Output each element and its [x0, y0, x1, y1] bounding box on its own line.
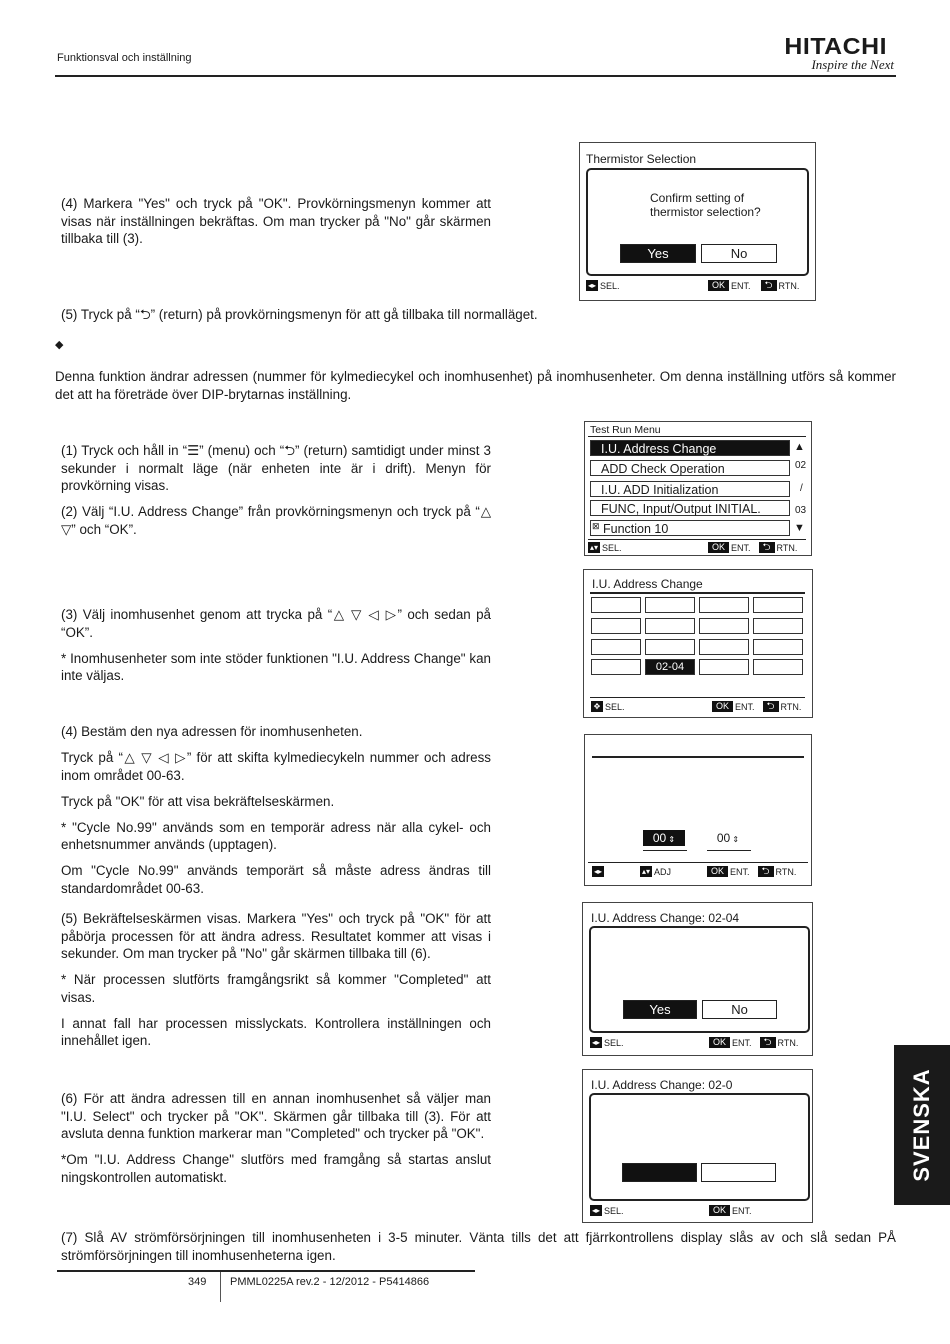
page-current: 02	[795, 460, 807, 471]
up-down-icon: ▴▾	[641, 867, 651, 876]
cycle-number-value: 00	[652, 831, 667, 845]
step-5-return: (5) Tryck på “⮌” (return) på provkörningsmenyn för att gå tillbaka till normalläget.	[61, 307, 538, 322]
yes-button[interactable]: Yes	[620, 244, 696, 263]
rtn-label: RTN.	[778, 280, 800, 291]
no-button[interactable]: No	[702, 1000, 777, 1019]
language-tab	[894, 1045, 950, 1205]
menu-item-add-init[interactable]: I.U. ADD Initialization	[590, 481, 790, 497]
return-icon: ⮌	[758, 866, 774, 877]
rtn-label: RTN.	[776, 542, 798, 553]
ent-label: ENT.	[730, 866, 750, 877]
sel-arrows-icon: ▴▾	[589, 543, 599, 552]
adj-label: ADJ	[654, 866, 672, 877]
brand-tagline: Inspire the Next	[811, 57, 894, 72]
address-change-grid-screen	[583, 569, 813, 718]
address-confirm-screen	[582, 902, 813, 1056]
return-icon: ⮌	[760, 1037, 776, 1048]
rtn-label: RTN.	[780, 701, 802, 712]
thermistor-screen	[579, 142, 816, 301]
steps-1-2: (1) Tryck och håll in “☰” (menu) och “⮌” (return) samtidigt under minst 3 sekunder i normalt läge (när enheten inte är i drift). Menyn för provkörning visas. (2) Välj “I.U. Address Change” från provkörningsmenyn och tryck på “△ ▽” och “OK”.	[61, 443, 491, 537]
ent-label: ENT.	[732, 1037, 752, 1048]
menu-item-label: Function 10	[603, 522, 669, 536]
screen-title: Thermistor Selection	[586, 152, 697, 166]
step-6: (6) För att ändra adressen till en annan inomhusenhet så väljer man "I.U. Select" och trycker på "OK". Skärmen går tillbaka till (3). För att avsluta denna funktion markerar man "Completed" och trycker på "OK". *Om "I.U. Address Change" slutförs med framgång så startas anslut ningskontrollen automatiskt.	[61, 1091, 491, 1185]
unit-cell[interactable]	[645, 639, 695, 655]
scroll-down-icon[interactable]: ▼	[794, 522, 805, 534]
dialog-message: Confirm setting of thermistor selection?	[650, 191, 761, 219]
address-result-screen	[582, 1069, 813, 1223]
screen-title: I.U. Address Change: 02-04	[591, 911, 740, 925]
scroll-up-icon[interactable]: ▲	[794, 441, 805, 453]
unit-number-value: 00	[716, 831, 731, 845]
unit-cell[interactable]	[699, 597, 749, 613]
dialog-box	[589, 1093, 810, 1201]
menu-item-address-change[interactable]: I.U. Address Change	[590, 440, 790, 456]
step-3: (3) Välj inomhusenhet genom att trycka på “△ ▽ ◁ ▷” och sedan på “OK”. * Inomhusenheter som inte stöder funktionen "I.U. Address Change" kan inte väljas.	[61, 607, 491, 683]
sel-label: SEL.	[602, 542, 622, 553]
sel-label: SEL.	[600, 280, 620, 291]
return-icon: ⮌	[761, 280, 777, 291]
step-7: (7) Slå AV strömförsörjningen till inomhusenheten i 3-5 minuter. Vänta tills det att fjärrkontrollens display slås av och slå sedan PÅ strömförsörjningen till inomhusenheterna igen.	[61, 1230, 896, 1263]
section-title: Funktionsval och inställning	[57, 52, 192, 64]
return-icon: ⮌	[763, 701, 779, 712]
step-4-thermistor: (4) Markera "Yes" och tryck på "OK". Provkörningsmenyn kommer att visas när inställningen bekräftas. Om man trycker på "No" går skärmen tillbaka till (3).	[61, 196, 491, 246]
step-4-address: (4) Bestäm den nya adressen för inomhusenheten. Tryck på “△ ▽ ◁ ▷” för att skifta kylmediecykeln nummer och adress inom området 00-63. Tryck på "OK" för att visa bekräftelseskärmen. * "Cycle No.99" används som en temporär adress när alla cykel- och enhetsnummer används (upptagen). Om "Cycle No.99" används temporärt så måste adress ändras till standardområdet 00-63.	[61, 724, 491, 896]
rtn-label: RTN.	[775, 866, 797, 877]
sel-label: SEL.	[604, 1205, 624, 1216]
header-divider	[55, 75, 896, 77]
ok-badge: OK	[708, 280, 729, 291]
menu-item-function-10[interactable]	[590, 520, 790, 536]
rtn-label: RTN.	[777, 1037, 799, 1048]
unit-cell[interactable]	[753, 618, 803, 634]
iu-select-button[interactable]	[701, 1163, 776, 1182]
intro-paragraph: Denna funktion ändrar adressen (nummer för kylmediecykel och inomhusenhet) på inomhusenheter. Om denna inställning utförs så kommer det att ha företräde över DIP-brytarnas inställning.	[55, 369, 896, 402]
footer-divider	[57, 1270, 475, 1272]
address-adjust-screen	[584, 734, 812, 886]
unit-number-field[interactable]: 00 ⇕	[716, 831, 740, 845]
test-run-menu-screen	[584, 421, 812, 556]
diamond-bullet: ◆	[55, 339, 64, 351]
unit-cell[interactable]	[753, 659, 803, 675]
unit-cell[interactable]	[591, 639, 641, 655]
yes-button[interactable]: Yes	[623, 1000, 697, 1019]
step-5-confirm: (5) Bekräftelseskärmen visas. Markera "Yes" och tryck på "OK" för att påbörja processen för att ändra adress. Resultatet kommer att visas i sekunder. Om man trycker på "No" går skärmen tillbaka till (6). * När processen slutförts framgångsrikt så kommer "Completed" att visas. I annat fall har processen misslyckats. Kontrollera inställningen och innehållet igen.	[61, 911, 491, 1048]
cycle-number-field[interactable]: 00 ⇕	[643, 830, 685, 846]
unit-cell-selected[interactable]: 02-04	[645, 659, 695, 675]
ok-badge: OK	[707, 866, 728, 877]
unit-cell[interactable]	[591, 597, 641, 613]
page-separator: /	[800, 483, 803, 494]
sel-arrows-icon: ◂▸	[591, 1038, 601, 1047]
sel-label: SEL.	[605, 701, 625, 712]
page-number: 349	[188, 1276, 207, 1288]
dialog-box	[589, 926, 810, 1033]
sel-4way-icon: ✥	[591, 701, 603, 712]
unit-cell[interactable]	[591, 618, 641, 634]
sel-label: SEL.	[604, 1037, 624, 1048]
unit-cell[interactable]	[645, 597, 695, 613]
menu-item-func-io-init[interactable]: FUNC, Input/Output INITIAL.	[590, 500, 790, 516]
ent-label: ENT.	[731, 280, 751, 291]
sel-arrows-icon: ◂▸	[587, 281, 597, 290]
no-button[interactable]: No	[701, 244, 777, 263]
completed-button[interactable]	[622, 1163, 697, 1182]
unit-cell[interactable]	[753, 639, 803, 655]
unit-cell[interactable]	[699, 618, 749, 634]
dialog-box	[586, 168, 809, 276]
unit-cell[interactable]	[591, 659, 641, 675]
left-right-icon: ◂▸	[593, 867, 603, 876]
unit-cell[interactable]	[699, 639, 749, 655]
lock-icon: ⊠	[592, 521, 600, 531]
language-tab-label: SVENSKA	[909, 1068, 934, 1182]
menu-item-add-check[interactable]: ADD Check Operation	[590, 460, 790, 476]
brand-logo: HITACHI	[784, 33, 887, 59]
sel-arrows-icon: ◂▸	[591, 1206, 601, 1215]
ok-badge: OK	[708, 542, 729, 553]
ok-badge: OK	[712, 701, 733, 712]
ent-label: ENT.	[731, 542, 751, 553]
return-icon: ⮌	[759, 542, 775, 553]
screen-title: I.U. Address Change	[592, 577, 703, 591]
unit-cell[interactable]	[645, 618, 695, 634]
ent-label: ENT.	[732, 1205, 752, 1216]
unit-cell[interactable]	[753, 597, 803, 613]
screen-title: I.U. Address Change: 02-0	[591, 1078, 733, 1092]
unit-cell[interactable]	[699, 659, 749, 675]
document-reference: PMML0225A rev.2 - 12/2012 - P5414866	[230, 1276, 430, 1288]
page-total: 03	[795, 505, 807, 516]
footer-separator	[220, 1272, 221, 1302]
ok-badge: OK	[709, 1037, 730, 1048]
ok-badge: OK	[709, 1205, 730, 1216]
ent-label: ENT.	[735, 701, 755, 712]
screen-title: Test Run Menu	[590, 424, 661, 436]
